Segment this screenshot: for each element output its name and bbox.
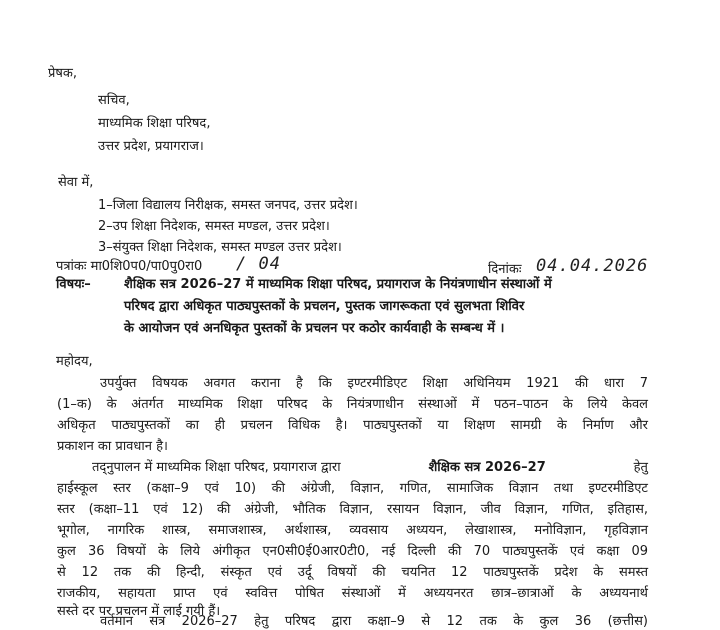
para2-line-1 [92, 460, 648, 476]
para2-line-1-post: हेतु [633, 460, 648, 475]
date-label: दिनांकः [488, 262, 522, 277]
para2-line-4: भूगोल, नागरिक शास्त्र, समाजशास्त्र, अर्थशास्त्र, व्यवसाय अध्ययन, लेखाशास्त्र, मनोविज्ञान, गृहविज्ञान [57, 523, 648, 538]
sender-line-1: सचिव, [98, 93, 130, 108]
subject-line-1: शैक्षिक सत्र 2026–27 में माध्यमिक शिक्षा परिषद, प्रयागराज के नियंत्रणाधीन संस्थाओं में [124, 277, 552, 292]
para3-line-1: वर्तमान सत्र 2026–27 हेतु परिषद द्वारा कक्षा–9 से 12 तक के कुल 36 (छत्तीस) [100, 614, 648, 629]
para1-line-3: अधिकृत पाठ्यपुस्तकों का ही प्रचलन विधिक है। पाठ्यपुस्तकों या शिक्षण सामग्री के निर्माण और [57, 418, 648, 433]
patrank-label: पत्रांकः मा0शि0प0/पा0पु0रा0 [56, 259, 203, 274]
subject-line-2: परिषद द्वारा अधिकृत पाठ्यपुस्तकों के प्रचलन, पुस्तक जागरूकता एवं सुलभता शिविर [124, 299, 525, 314]
para2-line-5: कुल 36 विषयों के लिये अंगीकृत एन0सी0ई0आर0टी0, नई दिल्ली की 70 पाठ्यपुस्तकें एवं कक्षा 09 [57, 544, 648, 559]
recipient-line-3: 3–संयुक्त शिक्षा निदेशक, समस्त मण्डल उत्तर प्रदेश। [98, 240, 342, 255]
para1-line-2: (1–क) के अंतर्गत माध्यमिक शिक्षा परिषद के नियंत्रणाधीन संस्थाओं में पठन–पाठन के लिये केवल [57, 397, 648, 412]
para2-line-7: राजकीय, सहायता प्राप्त एवं स्ववित्त पोषित संस्थाओं में अध्ययनरत छात्र–छात्राओं के अध्ययनार्थ [57, 586, 648, 601]
para2-line-1-session: शैक्षिक सत्र 2026–27 [428, 460, 546, 475]
recipient-line-2: 2–उप शिक्षा निदेशक, समस्त मण्डल, उत्तर प्रदेश। [98, 219, 330, 234]
sender-line-3: उत्तर प्रदेश, प्रयागराज। [98, 139, 204, 154]
para2-line-1-pre: तद्नुपालन में माध्यमिक शिक्षा परिषद, प्रयागराज द्वारा [92, 460, 341, 475]
salutation: महोदय, [56, 354, 93, 369]
sender-line-2: माध्यमिक शिक्षा परिषद, [98, 116, 211, 131]
sender-label: प्रेषक, [48, 66, 78, 81]
patrank-number: / 04 [236, 254, 281, 274]
subject-label: विषयः– [56, 277, 91, 292]
recipients-label: सेवा में, [58, 175, 94, 190]
date-value: 04.04.2026 [536, 256, 649, 276]
para2-line-2: हाईस्कूल स्तर (कक्षा–9 एवं 10) की अंग्रेजी, विज्ञान, गणित, सामाजिक विज्ञान तथा इण्टरमीडिएट [57, 481, 648, 496]
para2-line-3: स्तर (कक्षा–11 एवं 12) की अंग्रेजी, भौतिक विज्ञान, रसायन विज्ञान, जीव विज्ञान, गणित, इतिहास, [57, 502, 648, 517]
para2-line-8: सस्ते दर पर प्रचलन में लाई गयी हैं। [57, 604, 221, 619]
para2-line-6: से 12 तक की हिन्दी, संस्कृत एवं उर्दू विषयों की चयनित 12 पाठ्यपुस्तकें प्रदेश के समस्त [57, 565, 648, 580]
para1-line-1: उपर्युक्त विषयक अवगत कराना है कि इण्टरमीडिएट शिक्षा अधिनियम 1921 की धारा 7 [100, 376, 648, 391]
para1-line-4: प्रकाशन का प्रावधान है। [57, 439, 168, 454]
subject-line-3: के आयोजन एवं अनधिकृत पुस्तकों के प्रचलन पर कठोर कार्यवाही के सम्बन्ध में । [124, 321, 505, 336]
recipient-line-1: 1–जिला विद्यालय निरीक्षक, समस्त जनपद, उत्तर प्रदेश। [98, 198, 358, 213]
